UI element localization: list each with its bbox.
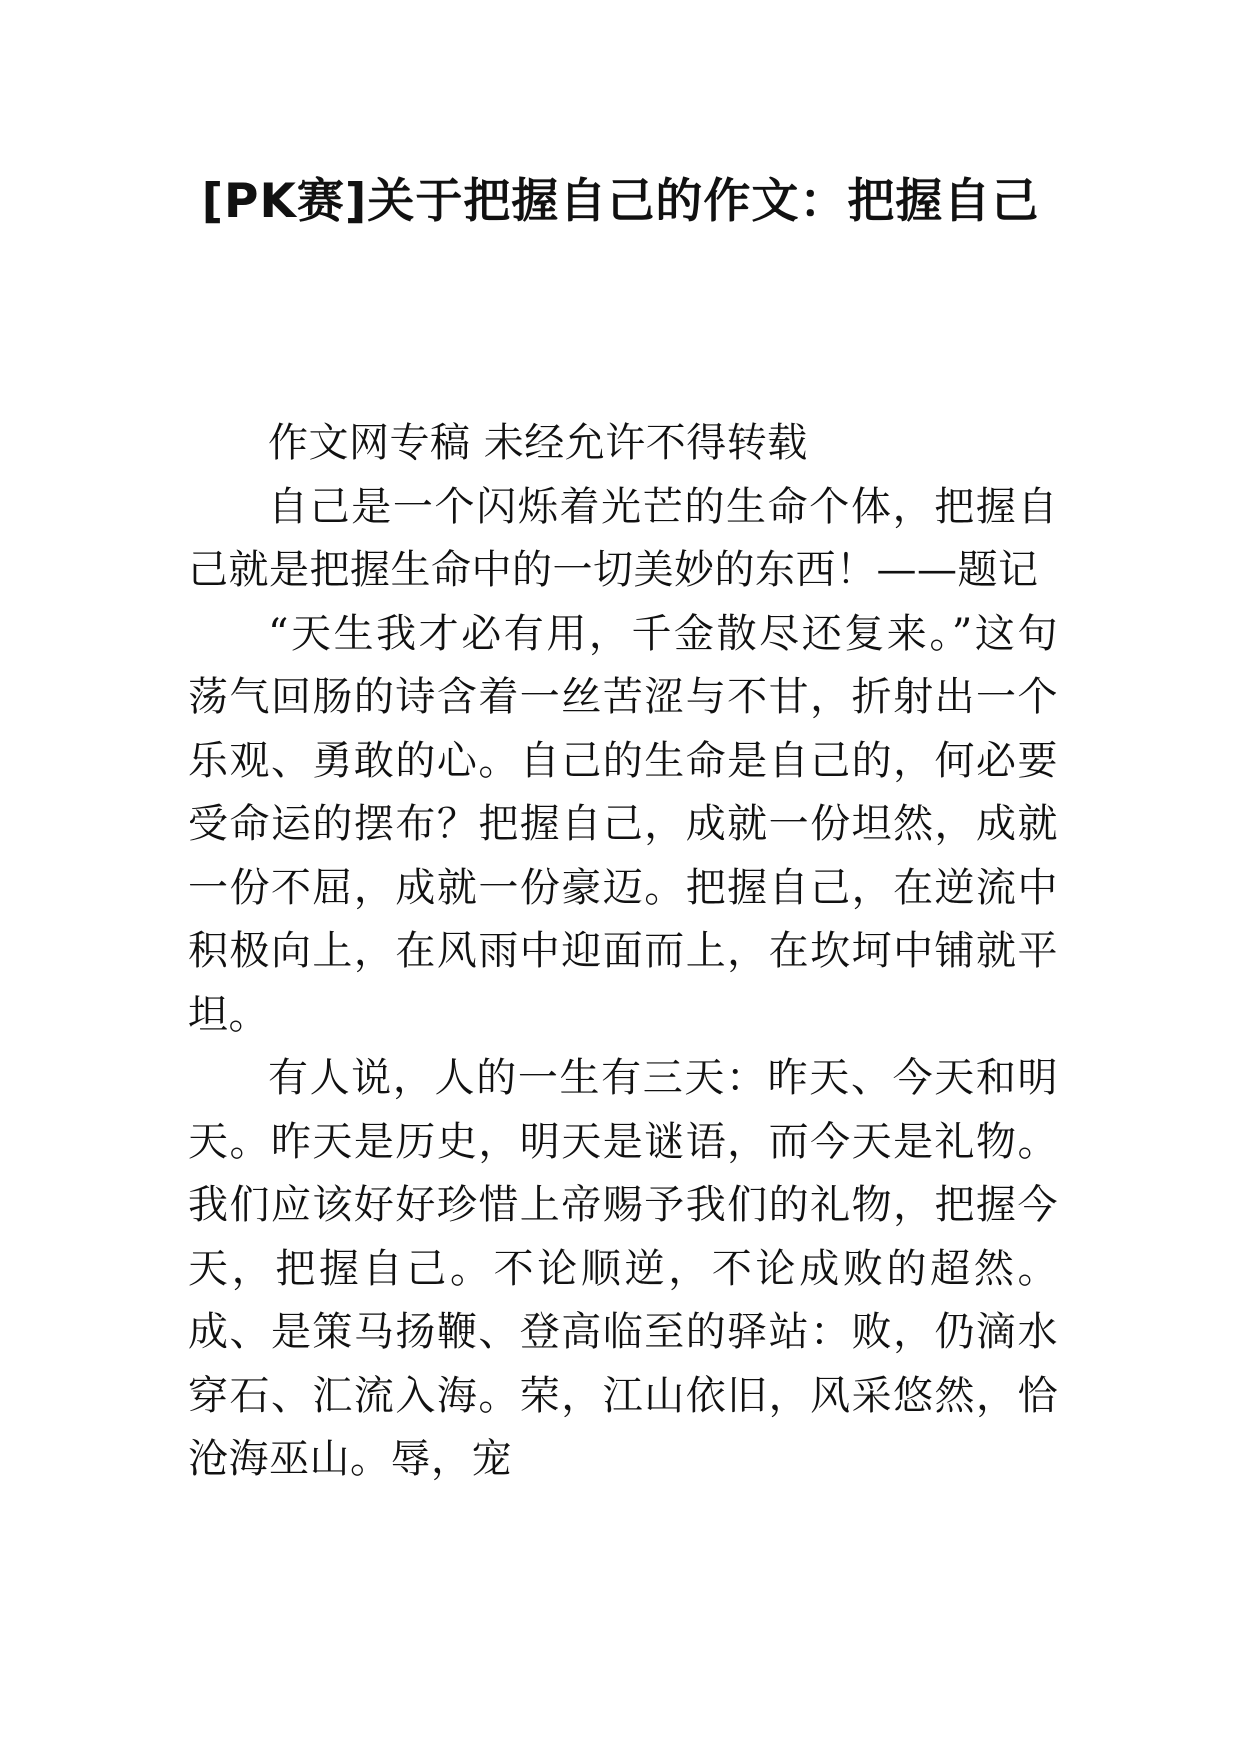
paragraph-epigraph: 自己是一个闪烁着光芒的生命个体，把握自己就是把握生命中的一切美妙的东西！——题记 <box>188 483 1058 593</box>
paragraph-source-note: 作文网专稿 未经允许不得转载 <box>268 420 808 466</box>
paragraph-three-days: 有人说，人的一生有三天：昨天、今天和明天。昨天是历史，明天是谜语，而今天是礼物。我们应该好好珍惜上帝赐予我们的礼物，把握今天，把握自己。不论顺逆，不论成败的超然。成、是策马扬鞭、登高临至的驿站：败，仍滴水穿石、汇流入海。荣，江山依旧，风采悠然，恰沧海巫山。辱，宠 <box>188 1055 1058 1482</box>
paragraph-poem: “天生我才必有用，千金散尽还复来。”这句荡气回肠的诗含着一丝苦涩与不甘，折射出一个乐观、勇敢的心。自己的生命是自己的，何必要受命运的摆布？把握自己，成就一份坦然，成就一份不屈，成就一份豪迈。把握自己，在逆流中积极向上，在风雨中迎面而上，在坎坷中铺就平坦。 <box>188 610 1058 1038</box>
document-body <box>188 412 1058 1492</box>
document-title: [PK赛]关于把握自己的作文：把握自己 <box>201 174 1040 229</box>
